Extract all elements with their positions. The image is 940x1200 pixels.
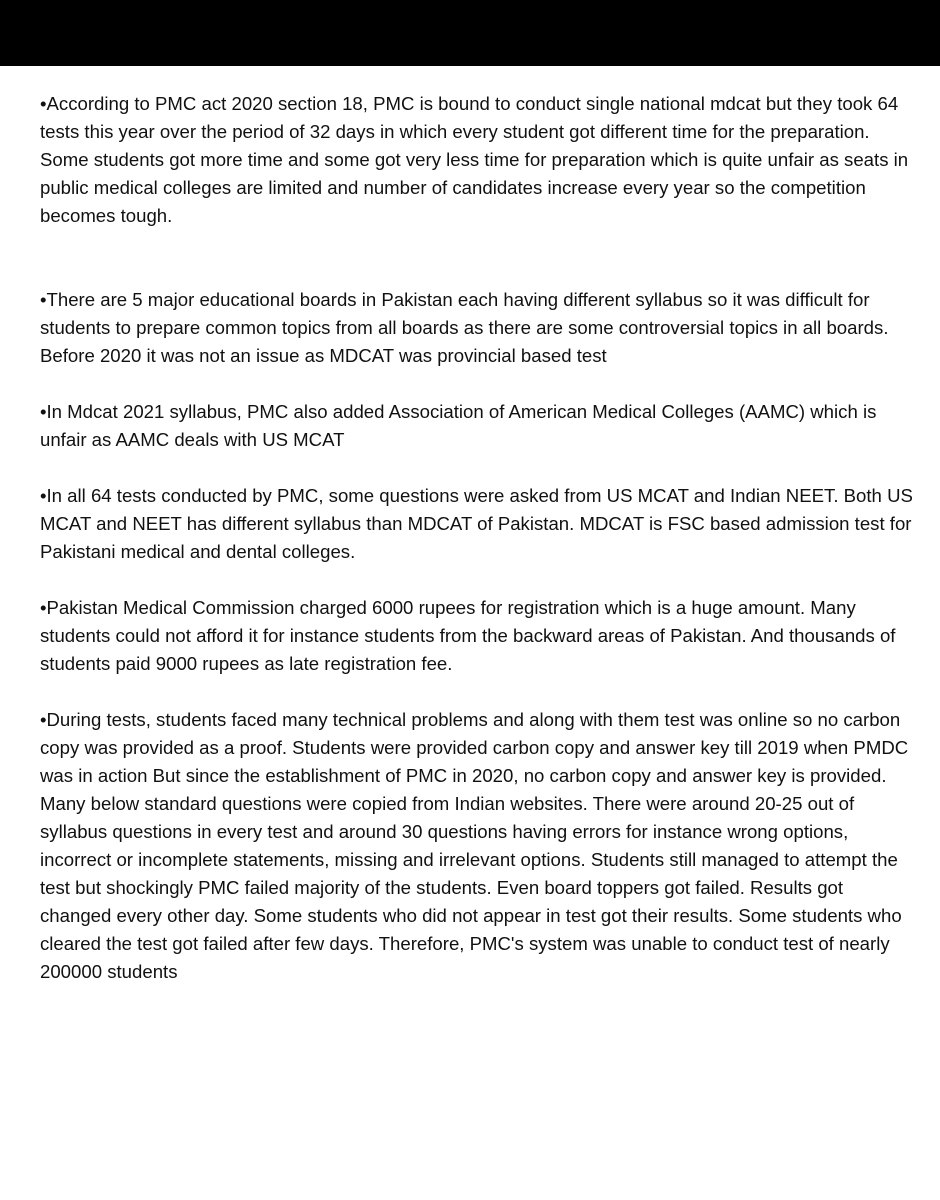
paragraph-spacer	[40, 454, 916, 482]
paragraph-spacer	[40, 678, 916, 706]
paragraph-registration-fee: •Pakistan Medical Commission charged 6000 rupees for registration which is a huge amount. Many students could not afford it for instance students from the backward areas of Pakistan. And thousands of students paid 9000 rupees as late registration fee.	[40, 597, 896, 674]
paragraph-spacer	[40, 566, 916, 594]
paragraph-technical-problems: •During tests, students faced many technical problems and along with them test was online so no carbon copy was provided as a proof. Students were provided carbon copy and answer key till 2019 when PMDC was in action But since the establishment of PMC in 2020, no carbon copy and answer key is provided. Many below standard questions were copied from Indian websites. There were around 20-25 out of syllabus questions in every test and around 30 questions having errors for instance wrong options, incorrect or incomplete statements, missing and irrelevant options. Students still managed to attempt the test but shockingly PMC failed majority of the students. Even board toppers got failed. Results got changed every other day. Some students who did not appear in test got their results. Some students who cleared the test got failed after few days. Therefore, PMC's system was unable to conduct test of nearly 200000 students	[40, 709, 909, 982]
paragraph-spacer	[40, 370, 916, 398]
paragraph-educational-boards: •There are 5 major educational boards in Pakistan each having different syllabus so it was difficult for students to prepare common topics from all boards as there are some controversial topics in all boards. Before 2020 it was not an issue as MDCAT was provincial based test	[40, 289, 889, 366]
paragraph-single-mdcat: •According to PMC act 2020 section 18, PMC is bound to conduct single national mdcat but they took 64 tests this year over the period of 32 days in which every student got different time for the preparation. Some students got more time and some got very less time for preparation which is quite unfair as seats in public medical colleges are limited and number of candidates increase every year so the competition becomes tough.	[40, 93, 909, 226]
document-body	[40, 90, 916, 986]
paragraph-aamc-syllabus: •In Mdcat 2021 syllabus, PMC also added Association of American Medical Colleges (AAMC) which is unfair as AAMC deals with US MCAT	[40, 401, 877, 450]
paragraph-spacer	[40, 230, 916, 286]
top-black-bar	[0, 0, 940, 66]
paragraph-mcat-neet-questions: •In all 64 tests conducted by PMC, some questions were asked from US MCAT and Indian NEET. Both US MCAT and NEET has different syllabus than MDCAT of Pakistan. MDCAT is FSC based admission test for Pakistani medical and dental colleges.	[40, 485, 913, 562]
